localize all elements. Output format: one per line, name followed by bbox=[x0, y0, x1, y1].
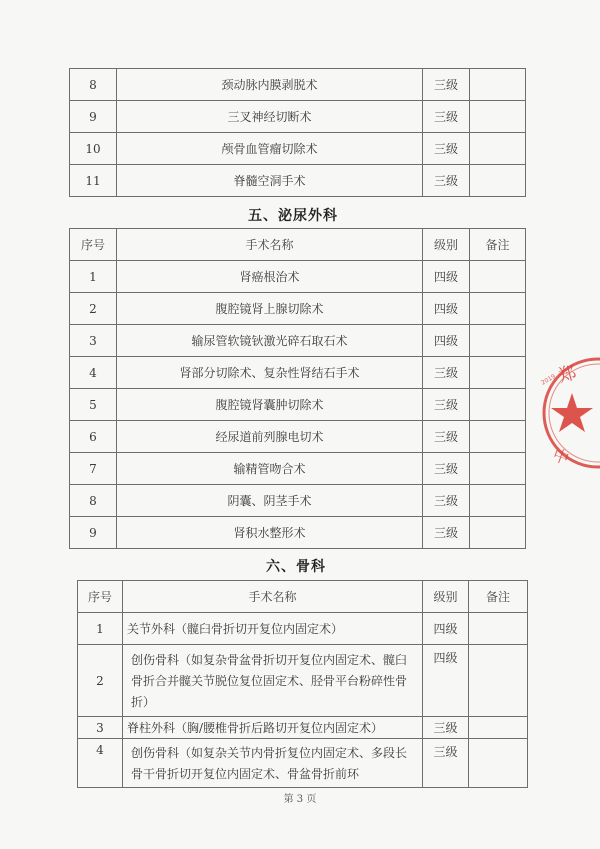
surgery-level: 三级 bbox=[423, 165, 470, 197]
row-number: 7 bbox=[70, 453, 117, 485]
surgery-level: 三级 bbox=[423, 69, 470, 101]
table-header-row bbox=[70, 229, 526, 261]
surgery-note bbox=[470, 517, 526, 549]
row-number: 3 bbox=[78, 717, 123, 739]
surgery-level: 三级 bbox=[423, 717, 469, 739]
row-number: 11 bbox=[70, 165, 117, 197]
header-number: 序号 bbox=[78, 581, 123, 613]
row-number: 9 bbox=[70, 517, 117, 549]
surgery-note bbox=[469, 717, 528, 739]
surgery-level: 四级 bbox=[423, 293, 470, 325]
surgery-level: 四级 bbox=[423, 613, 469, 645]
table-row bbox=[70, 517, 526, 549]
table-row bbox=[78, 613, 528, 645]
urology-table bbox=[69, 228, 526, 549]
row-number: 6 bbox=[70, 421, 117, 453]
svg-text:中: 中 bbox=[550, 445, 572, 469]
header-level: 级别 bbox=[423, 581, 469, 613]
surgery-level: 三级 bbox=[423, 133, 470, 165]
header-level: 级别 bbox=[423, 229, 470, 261]
surgery-name: 脊髓空洞手术 bbox=[117, 165, 423, 197]
surgery-name: 输尿管软镜钬激光碎石取石术 bbox=[117, 325, 423, 357]
table-row bbox=[70, 101, 526, 133]
table-row bbox=[70, 261, 526, 293]
surgery-name: 肾部分切除术、复杂性肾结石手术 bbox=[117, 357, 423, 389]
surgery-note bbox=[470, 69, 526, 101]
table-row bbox=[70, 485, 526, 517]
surgery-level: 四级 bbox=[423, 325, 470, 357]
header-name: 手术名称 bbox=[123, 581, 423, 613]
table-row bbox=[70, 421, 526, 453]
row-number: 2 bbox=[78, 645, 123, 717]
page-number: 第 3 页 bbox=[283, 794, 317, 805]
header-number: 序号 bbox=[70, 229, 117, 261]
surgery-name: 肾积水整形术 bbox=[117, 517, 423, 549]
surgery-note bbox=[470, 357, 526, 389]
surgery-note bbox=[470, 485, 526, 517]
seal-stamp-icon bbox=[538, 353, 600, 473]
table-row bbox=[78, 739, 528, 788]
surgery-level: 三级 bbox=[423, 101, 470, 133]
row-number: 5 bbox=[70, 389, 117, 421]
table-row bbox=[70, 357, 526, 389]
row-number: 10 bbox=[70, 133, 117, 165]
table-row bbox=[70, 453, 526, 485]
surgery-name: 腹腔镜肾囊肿切除术 bbox=[117, 389, 423, 421]
surgery-name: 创伤骨科（如复杂骨盆骨折切开复位内固定术、髋臼骨折合并髋关节脱位复位固定术、胫骨平台粉碎性骨折） bbox=[123, 645, 423, 717]
surgery-note bbox=[469, 645, 528, 717]
surgery-level: 三级 bbox=[423, 453, 470, 485]
table-row bbox=[70, 389, 526, 421]
surgery-name: 颅骨血管瘤切除术 bbox=[117, 133, 423, 165]
table-row bbox=[70, 69, 526, 101]
row-number: 8 bbox=[70, 69, 117, 101]
row-number: 9 bbox=[70, 101, 117, 133]
surgery-level: 三级 bbox=[423, 421, 470, 453]
official-seal-stamp bbox=[538, 353, 600, 473]
surgery-level: 四级 bbox=[423, 261, 470, 293]
surgery-note bbox=[470, 261, 526, 293]
surgery-note bbox=[470, 389, 526, 421]
surgery-note bbox=[470, 165, 526, 197]
svg-text:2019: 2019 bbox=[540, 373, 557, 387]
surgery-level: 三级 bbox=[423, 485, 470, 517]
surgery-level: 三级 bbox=[423, 357, 470, 389]
svg-text:郑: 郑 bbox=[556, 362, 579, 388]
surgery-note bbox=[470, 101, 526, 133]
table-row bbox=[70, 293, 526, 325]
row-number: 4 bbox=[70, 357, 117, 389]
surgery-level: 三级 bbox=[423, 517, 470, 549]
surgery-level: 四级 bbox=[423, 645, 469, 717]
row-number: 3 bbox=[70, 325, 117, 357]
table-row bbox=[70, 133, 526, 165]
table-row bbox=[78, 717, 528, 739]
surgery-note bbox=[470, 293, 526, 325]
row-number: 8 bbox=[70, 485, 117, 517]
surgery-name: 腹腔镜肾上腺切除术 bbox=[117, 293, 423, 325]
row-number: 4 bbox=[78, 739, 123, 788]
table-header-row bbox=[78, 581, 528, 613]
table-row bbox=[70, 325, 526, 357]
section-title-orthopedics: 六、骨科 bbox=[266, 559, 326, 575]
surgery-note bbox=[469, 613, 528, 645]
table-row bbox=[70, 165, 526, 197]
surgery-name: 肾癌根治术 bbox=[117, 261, 423, 293]
row-number: 1 bbox=[78, 613, 123, 645]
orthopedics-table bbox=[77, 580, 528, 788]
surgery-level: 三级 bbox=[423, 739, 469, 788]
surgery-note bbox=[470, 421, 526, 453]
row-number: 1 bbox=[70, 261, 117, 293]
surgery-level: 三级 bbox=[423, 389, 470, 421]
header-name: 手术名称 bbox=[117, 229, 423, 261]
header-note: 备注 bbox=[470, 229, 526, 261]
surgery-note bbox=[470, 133, 526, 165]
header-note: 备注 bbox=[469, 581, 528, 613]
surgery-name: 脊柱外科（胸/腰椎骨折后路切开复位内固定术） bbox=[123, 717, 423, 739]
surgery-name: 三叉神经切断术 bbox=[117, 101, 423, 133]
surgery-name: 颈动脉内膜剥脱术 bbox=[117, 69, 423, 101]
surgery-name: 阴囊、阴茎手术 bbox=[117, 485, 423, 517]
surgery-note bbox=[470, 325, 526, 357]
table-row bbox=[78, 645, 528, 717]
surgery-name: 关节外科（髋臼骨折切开复位内固定术） bbox=[123, 613, 423, 645]
section-title-urology: 五、泌尿外科 bbox=[248, 208, 338, 224]
surgery-name: 创伤骨科（如复杂关节内骨折复位内固定术、多段长骨干骨折切开复位内固定术、骨盆骨折前环 bbox=[123, 739, 423, 788]
neurosurgery-table-continued bbox=[69, 68, 526, 197]
surgery-name: 输精管吻合术 bbox=[117, 453, 423, 485]
surgery-name: 经尿道前列腺电切术 bbox=[117, 421, 423, 453]
surgery-note bbox=[470, 453, 526, 485]
surgery-note bbox=[469, 739, 528, 788]
row-number: 2 bbox=[70, 293, 117, 325]
